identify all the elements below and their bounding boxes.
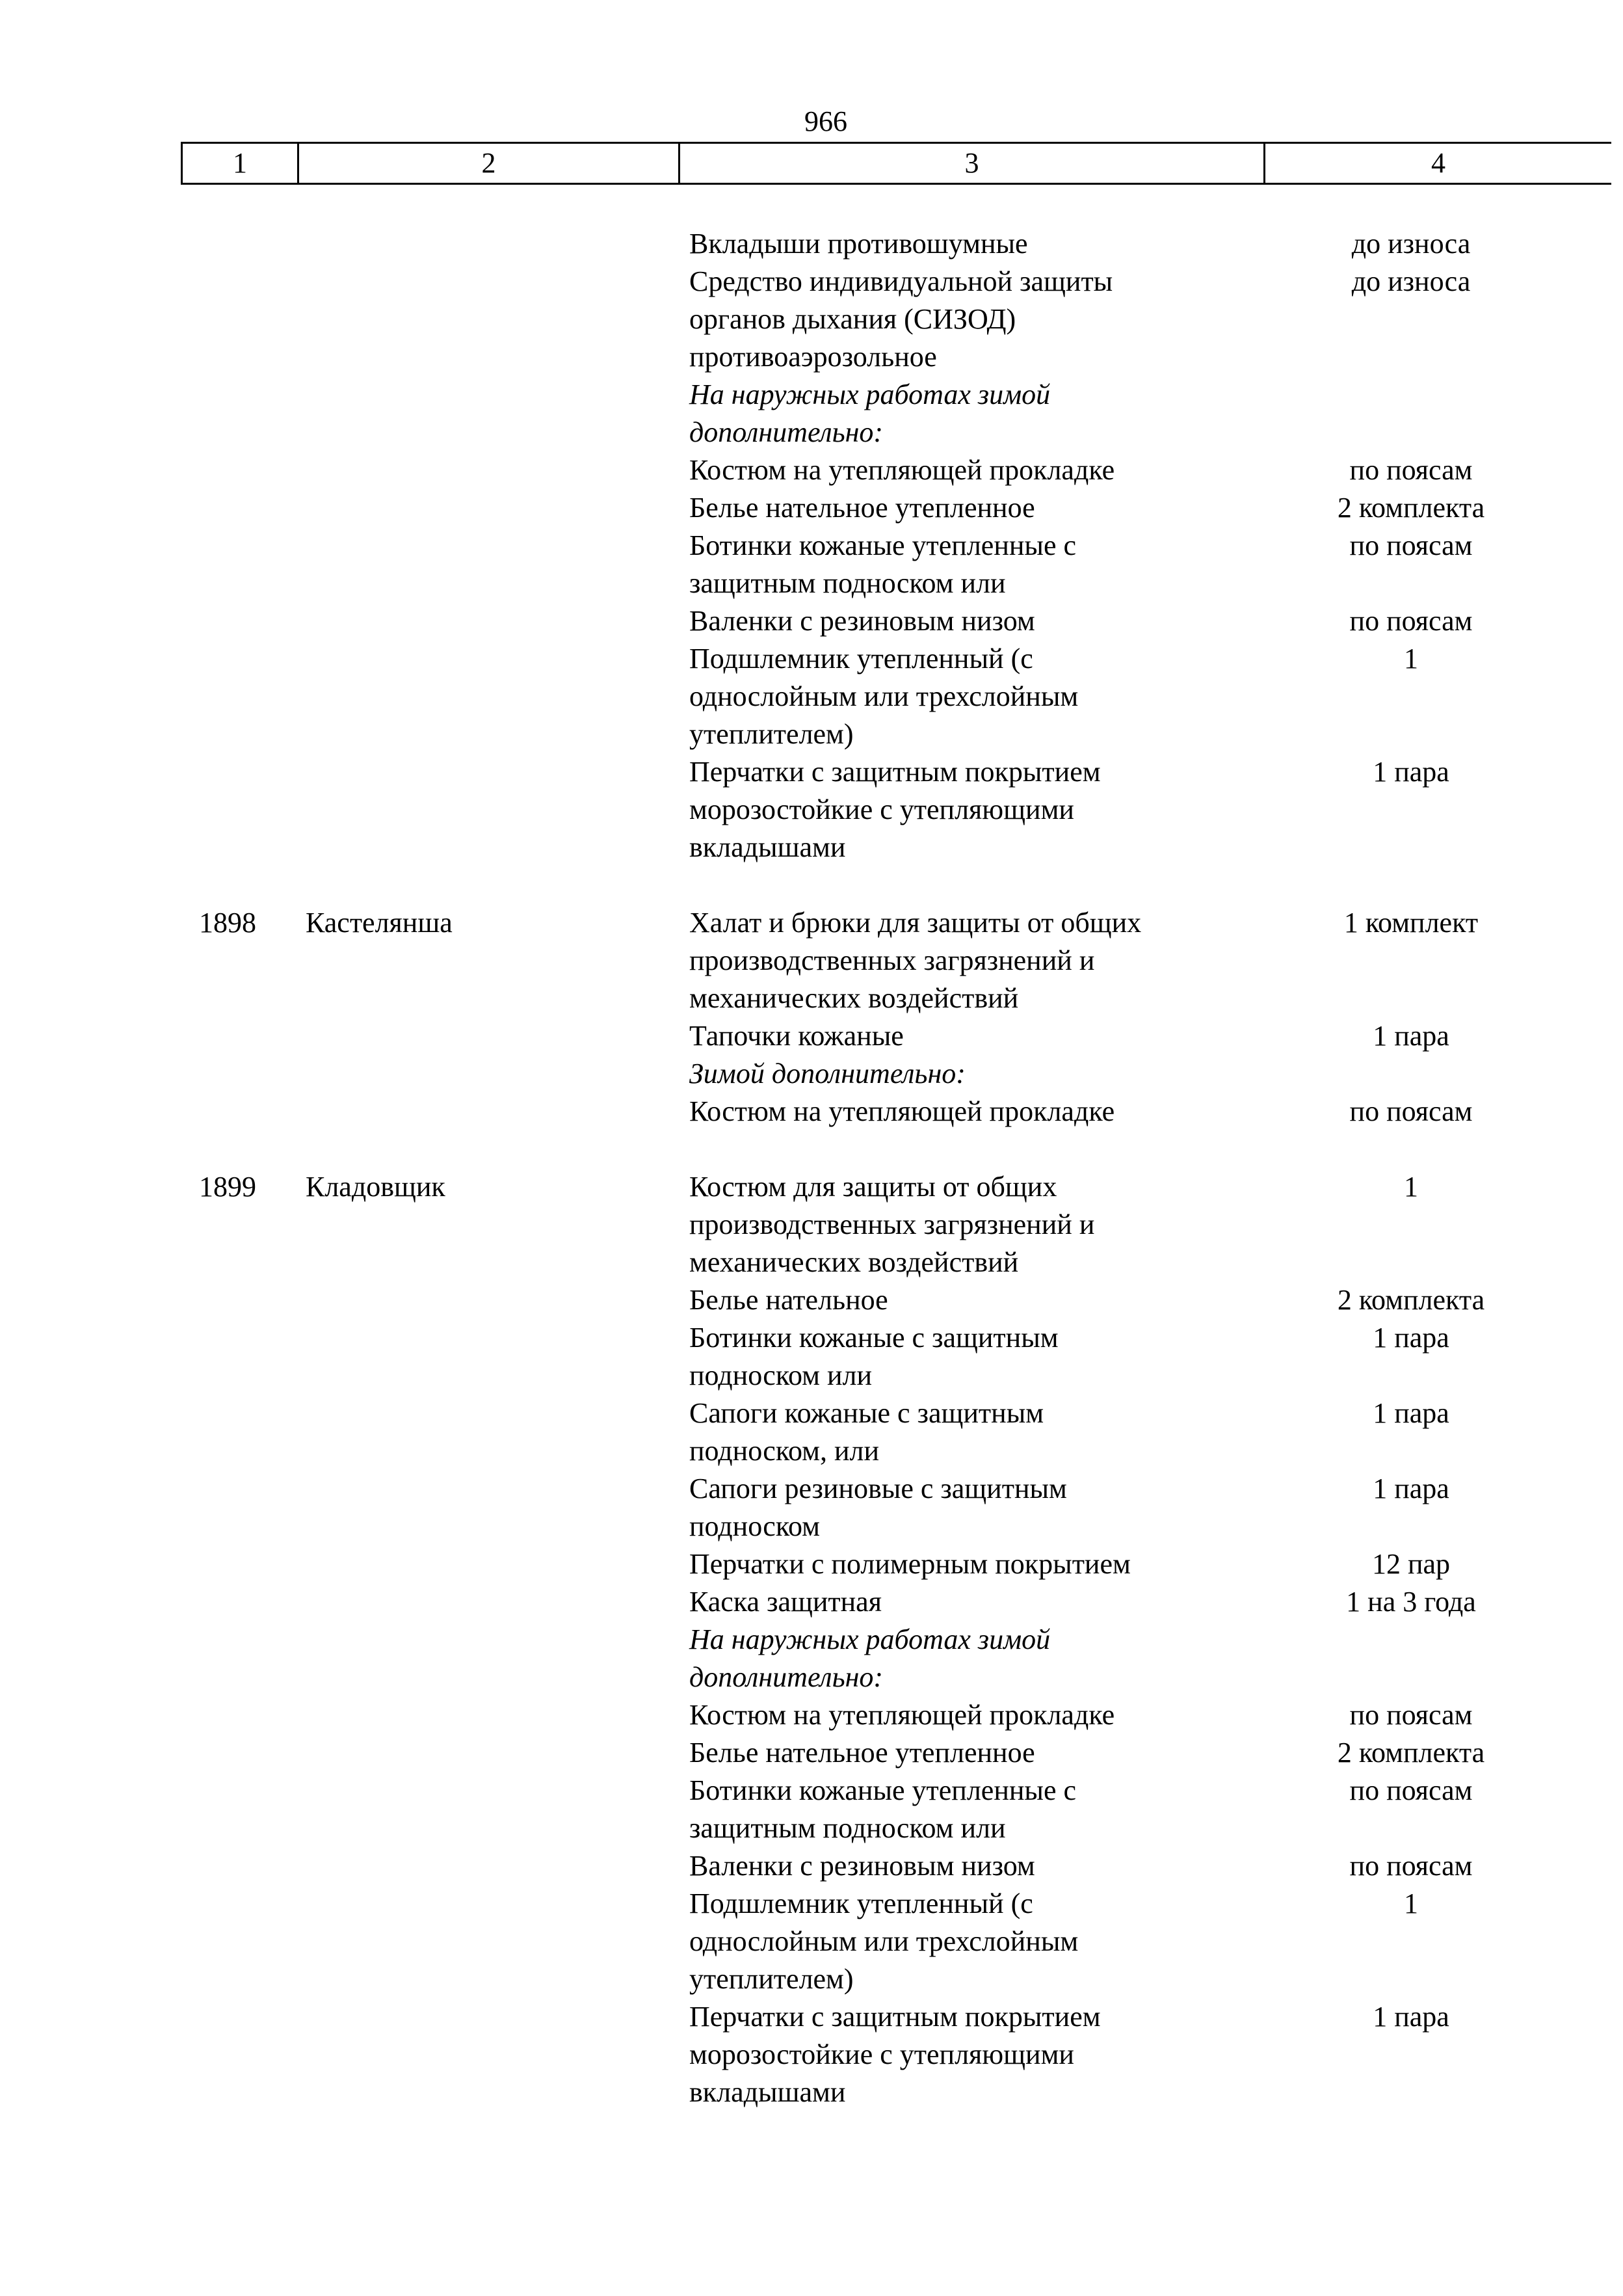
ppe-item: противоаэрозольное: [689, 341, 937, 373]
ppe-item: Костюм на утепляющей прокладке: [689, 454, 1115, 486]
table-row: [0, 1885, 1623, 1923]
issue-norm: 1 пара: [1373, 1020, 1449, 1052]
ppe-item: Каска защитная: [689, 1586, 882, 1618]
issue-norm: 1 пара: [1373, 756, 1449, 788]
ppe-item: утеплителем): [689, 1963, 854, 1995]
issue-norm: до износа: [1351, 265, 1471, 297]
profession-name: Кладовщик: [306, 1171, 445, 1203]
ppe-item: Подшлемник утепленный (с: [689, 643, 1033, 674]
table-row: [0, 1696, 1623, 1734]
issue-norm: 1 на 3 года: [1346, 1586, 1476, 1618]
table-row: [0, 1772, 1623, 1809]
table-row: [0, 1923, 1623, 1960]
profession-name: Кастелянша: [306, 907, 453, 939]
table-row: [0, 791, 1623, 829]
table-row: [0, 1621, 1623, 1659]
issue-norm: по поясам: [1349, 605, 1473, 637]
table-row: [0, 904, 1623, 942]
ppe-item: утеплителем): [689, 718, 854, 750]
issue-norm: по поясам: [1349, 1850, 1473, 1882]
table-row: [0, 640, 1623, 678]
issue-norm: 1 пара: [1373, 2001, 1449, 2033]
table-row: [0, 829, 1623, 866]
table-row: [0, 942, 1623, 980]
ppe-item: механических воздействий: [689, 982, 1019, 1014]
ppe-item: подноском, или: [689, 1435, 880, 1467]
ppe-item: Зимой дополнительно:: [689, 1058, 966, 1089]
ppe-item: Халат и брюки для защиты от общих: [689, 907, 1142, 939]
row-number: 1899: [199, 1171, 256, 1203]
table-row: [0, 1545, 1623, 1583]
ppe-item: механических воздействий: [689, 1246, 1019, 1278]
ppe-item: Ботинки кожаные утепленные с: [689, 529, 1077, 561]
ppe-item: вкладышами: [689, 831, 846, 863]
ppe-item: Перчатки с полимерным покрытием: [689, 1548, 1131, 1580]
issue-norm: до износа: [1351, 228, 1471, 260]
table-row: [0, 1395, 1623, 1432]
ppe-item: подноском или: [689, 1359, 873, 1391]
table-row: [0, 1055, 1623, 1093]
table-column-header: [181, 142, 1611, 185]
table-row: [0, 1847, 1623, 1885]
table-row: [0, 715, 1623, 753]
table-row: [0, 980, 1623, 1017]
table-row: [0, 263, 1623, 300]
ppe-item: подноском: [689, 1510, 820, 1542]
issue-norm: 1 пара: [1373, 1397, 1449, 1429]
issue-norm: 1: [1404, 1171, 1418, 1203]
table-row: [0, 2074, 1623, 2111]
table-row: [0, 1470, 1623, 1508]
column-header-4: 4: [1263, 144, 1611, 183]
ppe-item: Валенки с резиновым низом: [689, 1850, 1035, 1882]
table-row: [0, 1432, 1623, 1470]
issue-norm: по поясам: [1349, 1774, 1473, 1806]
table-row: [0, 414, 1623, 451]
table-row: [0, 565, 1623, 602]
ppe-item: Валенки с резиновым низом: [689, 605, 1035, 637]
issue-norm: 12 пар: [1371, 1548, 1451, 1580]
ppe-item: вкладышами: [689, 2076, 846, 2108]
ppe-item: Вкладыши противошумные: [689, 228, 1028, 260]
issue-norm: 1: [1404, 643, 1418, 674]
ppe-item: однослойным или трехслойным: [689, 1925, 1079, 1957]
table-row: [0, 1734, 1623, 1772]
ppe-item: Перчатки с защитным покрытием: [689, 756, 1101, 788]
table-row: [0, 2036, 1623, 2074]
issue-norm: по поясам: [1349, 454, 1473, 486]
ppe-item: морозостойкие с утепляющими: [689, 794, 1074, 825]
table-row: [0, 1809, 1623, 1847]
issue-norm: по поясам: [1349, 529, 1473, 561]
ppe-item: Подшлемник утепленный (с: [689, 1888, 1033, 1919]
ppe-item: производственных загрязнений и: [689, 1208, 1095, 1240]
table-row: [0, 1017, 1623, 1055]
table-row: [0, 678, 1623, 715]
table-row: [0, 1960, 1623, 1998]
ppe-item: Сапоги резиновые с защитным: [689, 1473, 1067, 1504]
ppe-item: Перчатки с защитным покрытием: [689, 2001, 1101, 2033]
table-row: [0, 602, 1623, 640]
ppe-item: Ботинки кожаные с защитным: [689, 1322, 1059, 1354]
column-header-2: 2: [297, 144, 678, 183]
table-row: [0, 527, 1623, 565]
ppe-item: органов дыхания (СИЗОД): [689, 303, 1016, 335]
issue-norm: 1: [1404, 1888, 1418, 1919]
ppe-item: На наружных работах зимой: [689, 379, 1051, 410]
issue-norm: 2 комплекта: [1337, 1284, 1485, 1316]
table-row: [0, 376, 1623, 414]
table-row: [0, 225, 1623, 263]
column-header-1: 1: [181, 144, 297, 183]
issue-norm: по поясам: [1349, 1699, 1473, 1731]
ppe-item: Костюм на утепляющей прокладке: [689, 1095, 1115, 1127]
ppe-item: Тапочки кожаные: [689, 1020, 904, 1052]
ppe-item: Костюм для защиты от общих: [689, 1171, 1057, 1203]
table-row: [0, 1281, 1623, 1319]
table-row: [0, 1583, 1623, 1621]
table-row: [0, 1244, 1623, 1281]
row-number: 1898: [199, 907, 256, 939]
ppe-item: Сапоги кожаные с защитным: [689, 1397, 1044, 1429]
table-row: [0, 1508, 1623, 1545]
issue-norm: 2 комплекта: [1337, 492, 1485, 524]
table-row: [0, 300, 1623, 338]
ppe-item: На наружных работах зимой: [689, 1623, 1051, 1655]
issue-norm: 1 пара: [1373, 1473, 1449, 1504]
table-row: [0, 1168, 1623, 1206]
ppe-item: дополнительно:: [689, 1661, 884, 1693]
page-number: 966: [804, 105, 847, 137]
issue-norm: 1 комплект: [1343, 907, 1479, 939]
table-row: [0, 753, 1623, 791]
table-row: [0, 1206, 1623, 1244]
ppe-item: однослойным или трехслойным: [689, 680, 1079, 712]
table-row: [0, 338, 1623, 376]
table-row: [0, 1319, 1623, 1357]
table-row: [0, 1357, 1623, 1395]
table-row: [0, 451, 1623, 489]
column-header-3: 3: [678, 144, 1263, 183]
issue-norm: 1 пара: [1373, 1322, 1449, 1354]
table-row: [0, 1659, 1623, 1696]
ppe-item: Ботинки кожаные утепленные с: [689, 1774, 1077, 1806]
issue-norm: 2 комплекта: [1337, 1737, 1485, 1769]
issue-norm: по поясам: [1349, 1095, 1473, 1127]
table-row: [0, 1998, 1623, 2036]
ppe-item: дополнительно:: [689, 416, 884, 448]
table-row: [0, 1093, 1623, 1130]
ppe-item: Белье нательное утепленное: [689, 1737, 1035, 1769]
ppe-item: Средство индивидуальной защиты: [689, 265, 1113, 297]
ppe-item: Белье нательное: [689, 1284, 888, 1316]
table-row: [0, 489, 1623, 527]
ppe-item: производственных загрязнений и: [689, 944, 1095, 976]
ppe-item: защитным подноском или: [689, 1812, 1006, 1844]
ppe-item: Белье нательное утепленное: [689, 492, 1035, 524]
ppe-item: Костюм на утепляющей прокладке: [689, 1699, 1115, 1731]
ppe-item: защитным подноском или: [689, 567, 1006, 599]
ppe-item: морозостойкие с утепляющими: [689, 2038, 1074, 2070]
